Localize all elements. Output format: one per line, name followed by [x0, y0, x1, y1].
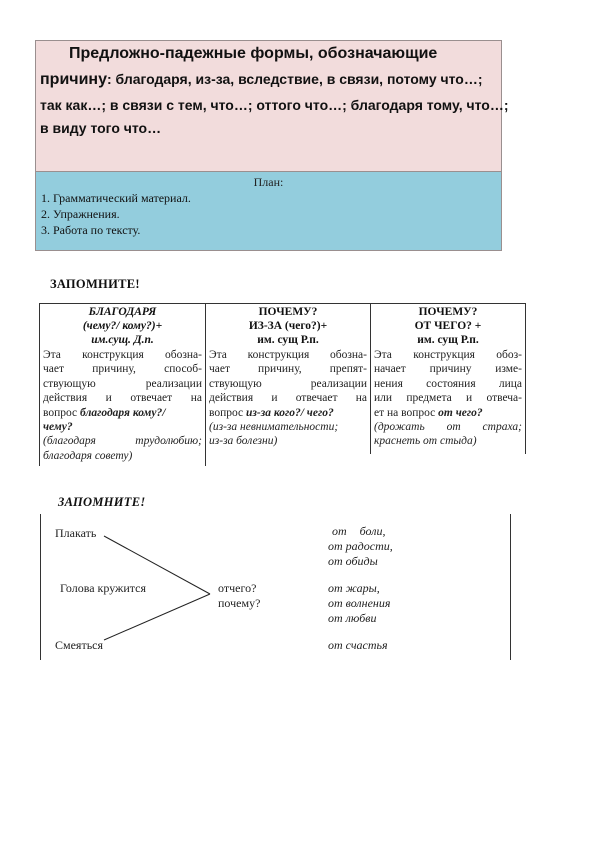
col1-head-2: (чему?/ кому?)+ — [82, 320, 163, 332]
col1-line-5-question: благодаря кому?/ — [80, 406, 166, 419]
col1-line-6: чему? — [43, 420, 73, 433]
col2-line-1: Эта конструкция обозна- — [209, 349, 367, 361]
scheme-cause-2: от радости, — [328, 539, 393, 553]
col2-line-2: чает причину, препят- — [209, 363, 367, 376]
scheme-cause-1: от боли, — [332, 524, 386, 538]
col1-line-3: ствующую реализации — [43, 377, 202, 390]
scheme-cause-6: от любви — [328, 611, 377, 625]
scheme-cause-7: от счастья — [328, 638, 388, 652]
col2-line-3: ствующую реализации — [209, 377, 367, 390]
connector-line-bottom — [104, 594, 210, 640]
col3-head-1: ПОЧЕМУ? — [418, 306, 478, 318]
title-line-4: в виду того что… — [40, 120, 162, 136]
col3-head-3: им. сущ Р.п. — [417, 334, 479, 346]
col3-line-2: начает причину изме- — [374, 363, 522, 376]
col1-line-1: Эта конструкция обозна- — [43, 349, 202, 361]
col1-example-1: (благодаря трудолюбию; — [43, 435, 202, 448]
col2-line-4: действия и отвечает на — [209, 392, 367, 405]
plan-heading: План: — [253, 175, 284, 189]
col3-head-2: ОТ ЧЕГО? + — [414, 320, 482, 332]
col3-line-5-text: ет на вопрос — [374, 406, 439, 419]
title-keyword: причину — [40, 71, 107, 88]
col1-line-5-text: вопрос — [43, 406, 81, 419]
col1-line-2: чает причину, способ- — [43, 363, 202, 376]
col2-example-2: из-за болезни) — [209, 435, 278, 448]
scheme-verb-cry: Плакать — [55, 526, 97, 540]
scheme-question-1: отчего? — [218, 581, 257, 595]
col3-example-1: (дрожать от страха; — [374, 420, 522, 433]
scheme-cause-3: от обиды — [328, 554, 378, 568]
title-line-3: так как…; в связи с тем, что…; оттого что…; благодаря тому, что…; — [40, 97, 509, 113]
scheme-verb-laugh: Смеяться — [55, 638, 104, 652]
col2-line-5-text: вопрос — [209, 406, 247, 419]
remember-heading-2: ЗАПОМНИТЕ! — [58, 495, 146, 509]
scheme-cause-5: от волнения — [328, 596, 391, 610]
col3-line-3: нения состояния лица — [374, 377, 522, 390]
col2-example-1: (из-за невнимательности; — [209, 420, 339, 433]
col3-example-2: краснеть от стыда) — [374, 435, 477, 448]
col1-line-4: действия и отвечает на — [43, 392, 202, 405]
col3-line-4: или предмета и отвеча- — [374, 392, 522, 405]
remember-heading-1: ЗАПОМНИТЕ! — [50, 277, 140, 291]
col2-head-3: им. сущ Р.п. — [257, 334, 319, 346]
title-line-1: Предложно-падежные формы, обозначающие — [69, 45, 438, 62]
plan-item-1: 1. Грамматический материал. — [41, 191, 191, 205]
col1-head-1: БЛАГОДАРЯ — [88, 306, 157, 318]
col2-head-1: ПОЧЕМУ? — [258, 306, 318, 318]
col2-line-5-question: из-за кого?/ чего? — [246, 406, 334, 419]
scheme-verb-dizzy: Голова кружится — [60, 581, 147, 595]
col3-line-1: Эта конструкция обоз- — [374, 349, 522, 361]
scheme-cause-4: от жары, — [328, 581, 380, 595]
col2-head-2: ИЗ-ЗА (чего?)+ — [248, 320, 328, 332]
col1-head-3: им.сущ. Д.п. — [91, 334, 154, 346]
scheme-question-2: почему? — [218, 596, 261, 610]
col3-line-5-question: от чего? — [438, 406, 483, 419]
plan-item-3: 3. Работа по тексту. — [41, 223, 141, 237]
plan-item-2: 2. Упражнения. — [41, 207, 120, 221]
title-line-2-rest: : благодаря, из-за, вследствие, в связи, потому что…; — [106, 71, 483, 87]
col1-example-2: благодаря совету) — [43, 449, 133, 462]
